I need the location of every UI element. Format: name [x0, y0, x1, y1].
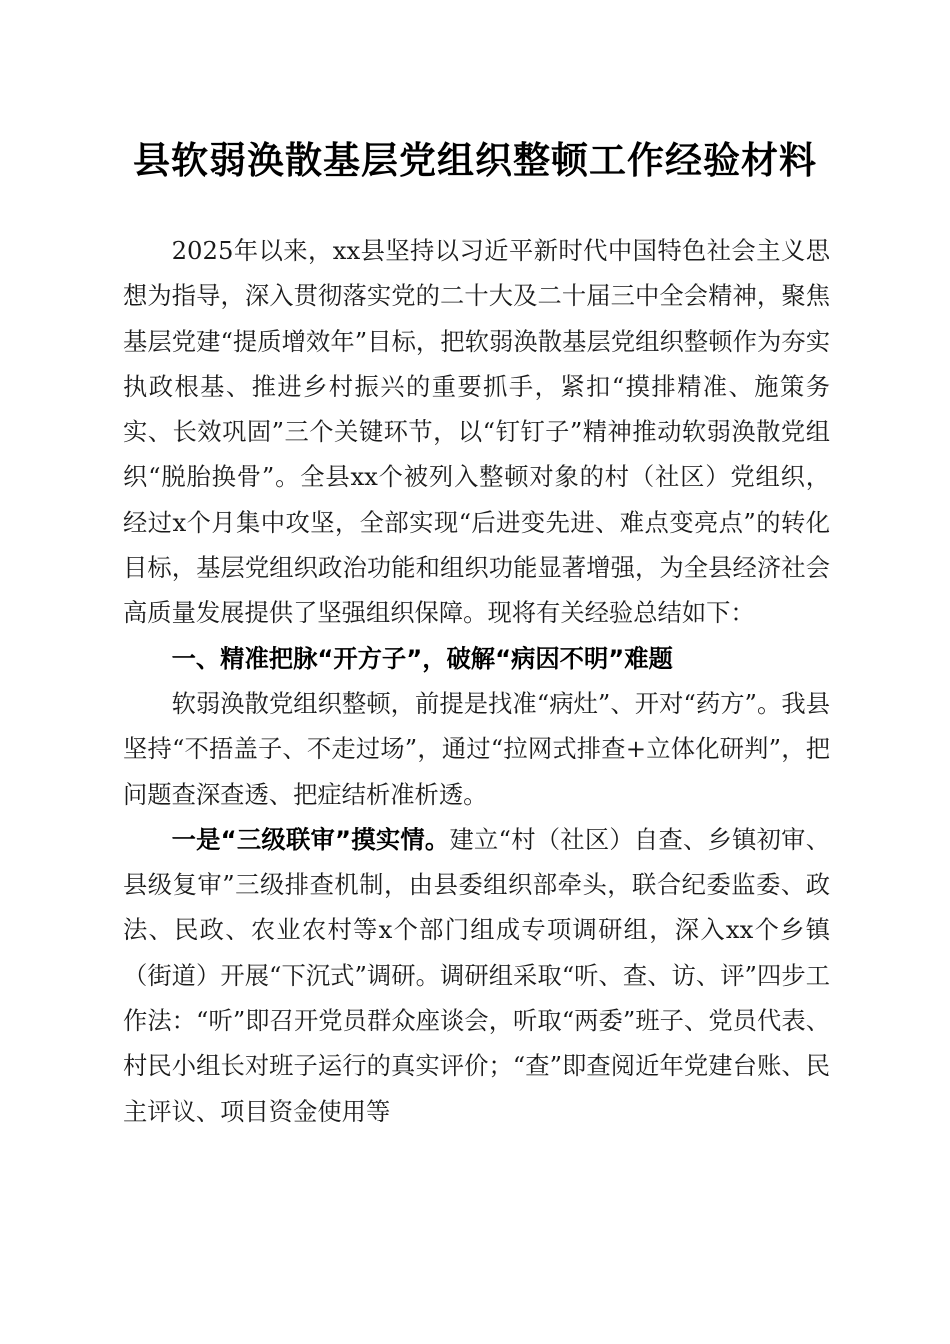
- point-paragraph: [123, 817, 830, 1134]
- point-lead: 一是“三级联审”摸实情。: [171, 824, 450, 854]
- section-heading: 一、精准把脉“开方子”，破解“病因不明”难题: [171, 643, 673, 673]
- document-body: [123, 228, 830, 1134]
- section-paragraph: 软弱涣散党组织整顿，前提是找准“病灶”、开对“药方”。我县坚持“不捂盖子、不走过场”，通过“拉网式排查+立体化研判”，把问题查深查透、把症结析准析透。: [123, 688, 830, 809]
- document-title: 县软弱涣散基层党组织整顿工作经验材料: [133, 138, 817, 182]
- point-text: 建立“村（社区）自查、乡镇初审、县级复审”三级排查机制，由县委组织部牵头，联合纪委监委、政法、民政、农业农村等x个部门组成专项调研组，深入xx个乡镇（街道）开展“下沉式”调研。调研组采取“听、查、访、评”四步工作法：“听”即召开党员群众座谈会，听取“两委”班子、党员代表、村民小组长对班子运行的真实评价；“查”即查阅近年党建台账、民主评议、项目资金使用等: [123, 824, 831, 1126]
- intro-paragraph: 2025年以来，xx县坚持以习近平新时代中国特色社会主义思想为指导，深入贯彻落实党的二十大及二十届三中全会精神，聚焦基层党建“提质增效年”目标，把软弱涣散基层党组织整顿作为夯实执政根基、推进乡村振兴的重要抓手，紧扣“摸排精准、施策务实、长效巩固”三个关键环节，以“钉钉子”精神推动软弱涣散党组织“脱胎换骨”。全县xx个被列入整顿对象的村（社区）党组织，经过x个月集中攻坚，全部实现“后进变先进、难点变亮点”的转化目标，基层党组织政治功能和组织功能显著增强，为全县经济社会高质量发展提供了坚强组织保障。现将有关经验总结如下：: [123, 236, 830, 628]
